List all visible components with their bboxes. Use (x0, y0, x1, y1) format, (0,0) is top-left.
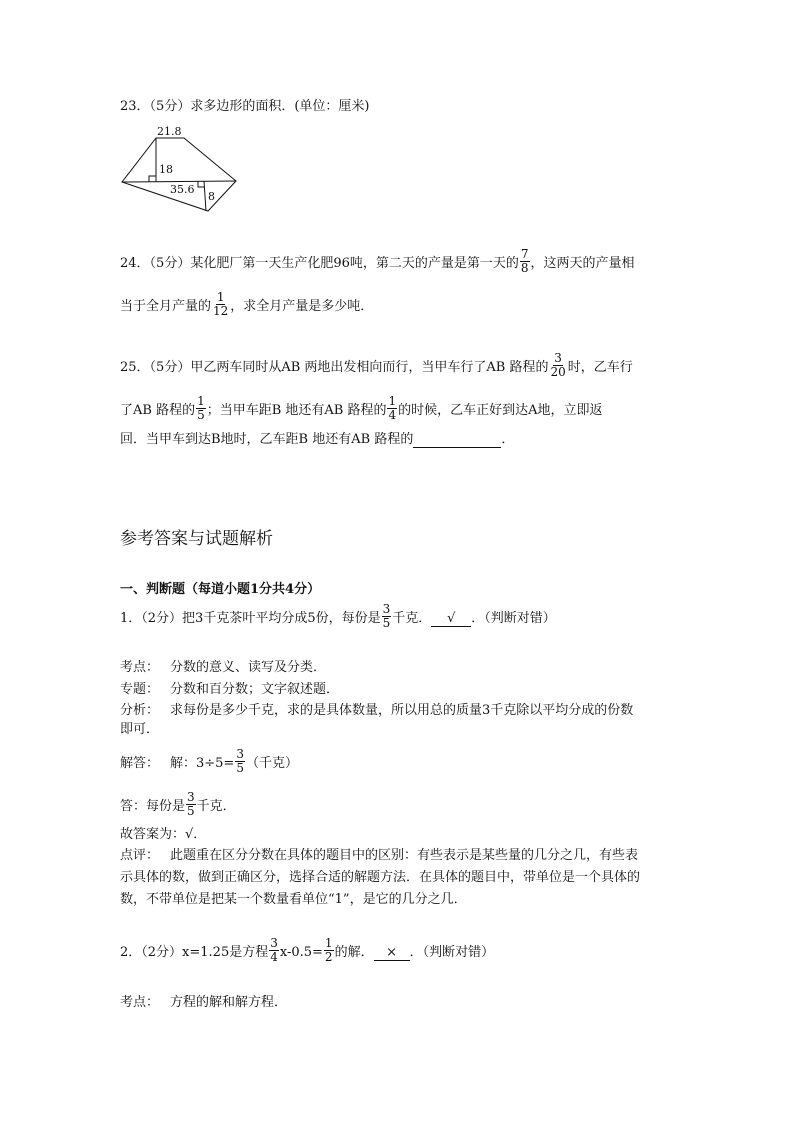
polygon-figure (118, 122, 248, 214)
small-height-line (204, 181, 206, 211)
answer-1-gu: 故答案为：√． (120, 827, 207, 842)
label-base: 35.6 (170, 183, 195, 196)
answers-title: 参考答案与试题解析 (120, 529, 273, 549)
question-25-line-1: 25．（5分）甲乙两车同时从AB 两地出发相向而行，当甲车行了AB 路程的 $\frac{3}{20}$ 时，乙车行 (120, 351, 633, 379)
label-small-height: 8 (208, 190, 215, 203)
question-25-line-2: 了AB 路程的 $\frac{1}{5}$ ；当甲车距B 地还有AB 路程的 $\frac{1}{4}$ 的时候，乙车正好到达A地，立即返 (120, 394, 603, 422)
question-24-line-1: 24．（5分）某化肥厂第一天生产化肥96吨，第二天的产量是第一天的 $\frac{7}{8}$ ，这两天的产量相 (120, 247, 635, 275)
fraction: $\frac{1}{5}$ (197, 394, 205, 422)
fraction: $\frac{1}{12}$ (213, 290, 229, 318)
question-24-line-2: 当于全月产量的 $\frac{1}{12}$ ，求全月产量是多少吨． (120, 290, 374, 318)
fraction: $\frac{3}{4}$ (270, 936, 278, 964)
polygon-outline (122, 138, 236, 211)
answer-1-kaodian: 考点： 分数的意义、读写及分类． (120, 660, 327, 675)
answer-1-jieda: 解答： 解：3÷5= $\frac{3}{5}$ （千克） (120, 747, 298, 775)
answer-1-dianping-2: 示具体的数，做到正确区分，选择合适的解题方法．在具体的题目中，带单位是一个具体的 (120, 870, 641, 885)
part-one-title: 一、判断题（每道小题1分共4分） (120, 582, 321, 597)
right-angle-mark-2 (198, 181, 204, 187)
fraction: $\frac{3}{5}$ (236, 747, 244, 775)
question-23-text: 23．（5分）求多边形的面积．(单位：厘米) (120, 99, 370, 114)
answer-1-dianping: 点评： 此题重在区分分数在具体的题目中的区别：有些表示是某些量的几分之几，有些表 (120, 848, 639, 863)
fraction: $\frac{3}{20}$ (550, 351, 566, 379)
answer-1-da: 答：每份是 $\frac{3}{5}$ 千克． (120, 790, 236, 818)
right-angle-mark-1 (149, 176, 156, 182)
answer-1-fenxi: 分析： 求每份是多少千克，求的是具体数量，所以用总的质量3千克除以平均分成的份数 (120, 703, 634, 718)
fraction: $\frac{1}{4}$ (388, 394, 397, 422)
fraction: $\frac{3}{5}$ (382, 602, 391, 630)
fraction: $\frac{3}{5}$ (187, 790, 195, 818)
diagonal-line (122, 181, 236, 182)
answer-blank[interactable] (413, 433, 501, 448)
answer-2-kaodian: 考点： 方程的解和解方程． (120, 995, 288, 1010)
answer-blank: √ (431, 612, 471, 627)
fraction: $\frac{1}{2}$ (324, 936, 333, 964)
answer-1-dianping-3: 数，不带单位是把某一个数量看单位“1”，是它的几分之几． (120, 892, 467, 907)
label-height: 18 (159, 163, 173, 176)
answer-blank: × (374, 946, 410, 961)
answer-1-fenxi-cont: 即可． (120, 722, 160, 737)
answer-1-zhuanti: 专题： 分数和百分数；文字叙述题． (120, 682, 340, 697)
question-25-line-3: 回．当甲车到达B地时，乙车距B 地还有AB 路程的 ． (120, 432, 515, 447)
fraction: $\frac{7}{8}$ (520, 247, 529, 275)
answer-1-question: 1．（2分）把3千克茶叶平均分成5份，每份是 $\frac{3}{5}$ 千克． √ ．（判断对错） (120, 602, 556, 630)
answer-2-question: 2．（2分）x=1.25是方程 $\frac{3}{4}$ x-0.5= $\frac{1}{2}$ 的解． × ．（判断对错） (120, 936, 495, 964)
label-top: 21.8 (157, 125, 182, 138)
